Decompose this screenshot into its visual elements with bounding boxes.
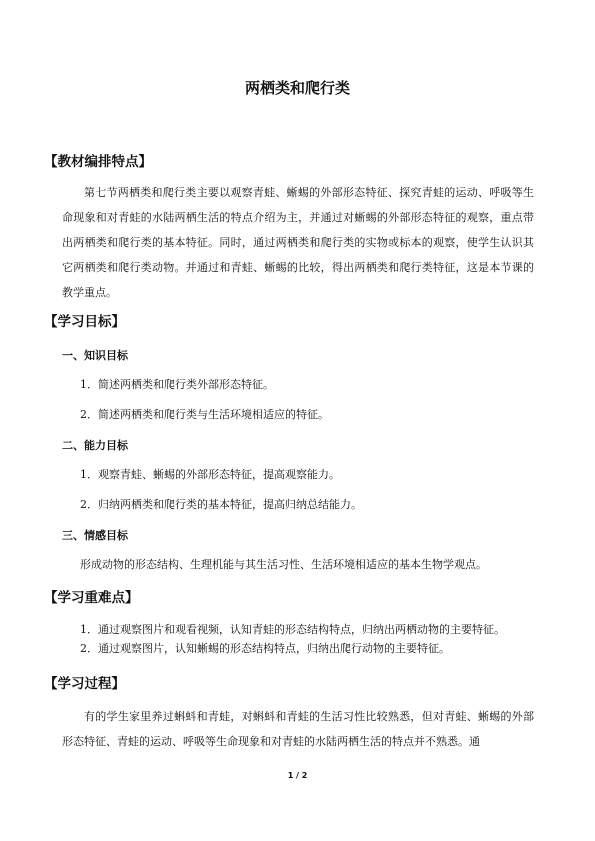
section-heading-key-difficulties: 【学习重难点】: [44, 590, 139, 606]
document-title: 两栖类和爬行类: [244, 79, 350, 97]
ability-goal-item: 1．观察青蛙、蜥蜴的外部形态特征，提高观察能力。: [80, 468, 340, 481]
ability-goal-item: 2．归纳两栖类和爬行类的基本特征，提高归纳总结能力。: [80, 498, 362, 511]
section-heading-learning-process: 【学习过程】: [44, 676, 125, 692]
section-heading-textbook-features: 【教材编排特点】: [44, 154, 152, 170]
textbook-features-paragraph: 第七节两栖类和爬行类主要以观察青蛙、蜥蜴的外部形态特征、探究青蛙的运动、呼吸等生命现象和对青蛙的水陆两栖生活的特点介绍为主，并通过对蜥蜴的外部形态特征的观察，重点带出两栖类和爬行类的基本特征。同时，通过两栖类和爬行类的实物或标本的观察，使学生认识其它两栖类和爬行类动物。并通过和青蛙、蜥蜴的比较，得出两栖类和爬行类特征，这是本节课的教学重点。: [62, 186, 534, 299]
section-heading-learning-goals: 【学习目标】: [44, 314, 125, 330]
key-difficulty-item: 1．通过观察图片和观看视频，认知青蛙的形态结构特点，归纳出两栖动物的主要特征。: [80, 623, 505, 636]
subheading-ability-goals: 二、能力目标: [62, 439, 128, 452]
knowledge-goal-item: 1．简述两栖类和爬行类外部形态特征。: [80, 378, 274, 391]
learning-process-paragraph: 有的学生家里养过蝌蚪和青蛙，对蝌蚪和青蛙的生活习性比较熟悉，但对青蛙、蜥蜴的外部形态特征、青蛙的运动、呼吸等生命现象和对青蛙的水陆两栖生活的特点并不熟悉。通: [62, 710, 534, 748]
subheading-knowledge-goals: 一、知识目标: [62, 349, 128, 362]
subheading-emotional-goals: 三、情感目标: [62, 529, 128, 542]
key-difficulty-item: 2．通过观察图片，认知蜥蜴的形态结构特点，归纳出爬行动物的主要特征。: [80, 642, 450, 655]
page-number: 1 / 2: [287, 771, 308, 780]
knowledge-goal-item: 2．简述两栖类和爬行类与生活环境相适应的特征。: [80, 408, 329, 421]
emotional-goal-text: 形成动物的形态结构、生理机能与其生活习性、生活环境相适应的基本生物学观点。: [80, 558, 487, 571]
